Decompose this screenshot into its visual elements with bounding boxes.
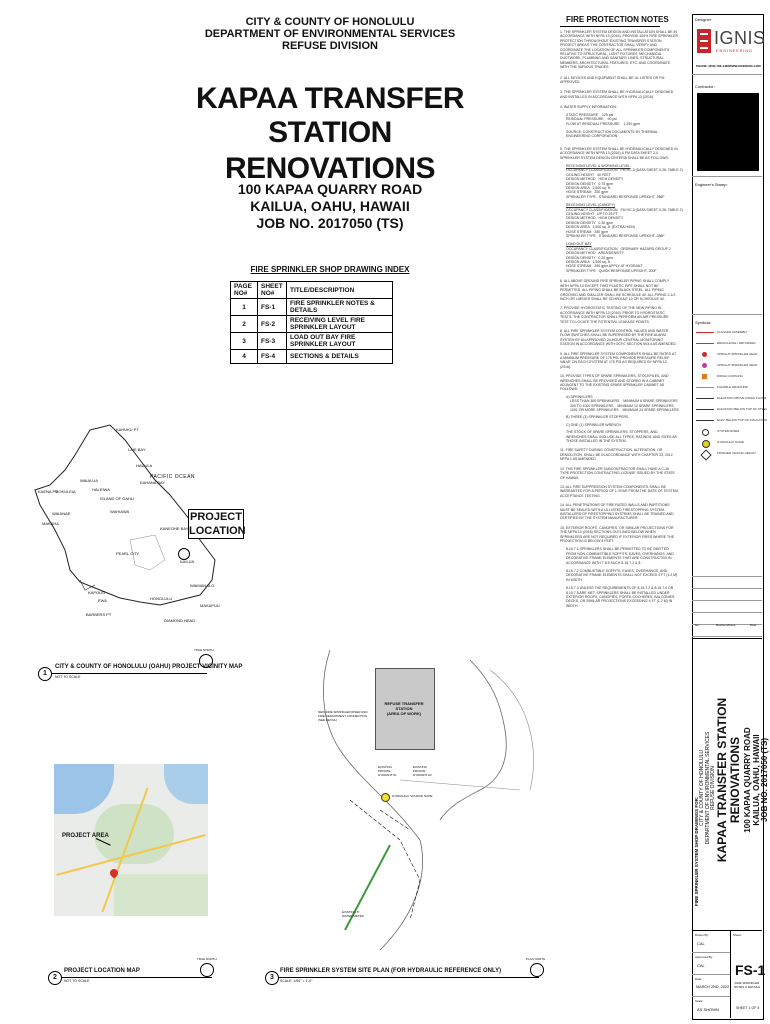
legend-item [696,451,758,459]
note-paragraph: 12. THE FIRE SPRINKLER SUBCONTRACTOR SHALL HAVE A C-16 TYPE PROTECTION CONTRACTING LICENSE ISSUED BY THE STATE OF HAWAII. [560,466,675,480]
water-meter-label: EXISTING 6" WATER METER [342,910,364,918]
note-paragraph: 8. ALL FIRE SPRINKLER SYSTEM CONTROL VALVES AND WATER FLOW SWITCHES SHALL BE SUPERVISED BY THE FIRE ALARM SYSTEM BY AN APPROVED 24-HOUR CENTRAL MONITORING STATION IN ACCORDANCE WITH OCFC SECTION 903.4 AS AMENDED. [560,328,677,347]
place-label: WAIANAE [52,511,71,516]
place-label: HAUULA [136,463,153,468]
pipe-line [400,780,520,790]
symbols-label: Symbols: [695,320,712,325]
water-area [164,764,208,804]
note-paragraph: LESS THAN 300 SPRINKLERS MINIMUM 6 SPARE SPRINKLERS 300 TO 1000 SPRINKLERS MINIMUM 12 SPARE SPRINKLERS 1001 OR MORE SPRINKLERS MINIMUM 24 SPARE SPRINKLERS [570,399,679,413]
location-caption-sub: NOT TO SCALE [64,979,90,983]
index-title: FIRE SPRINKLER SHOP DRAWING INDEX [250,265,410,274]
revision-rule [692,636,762,637]
note-paragraph: 15. EXTERIOR ROOFS, CANOPIES, OR SIMILAR PROJECTIONS FOR THE NFPA 13 (2016) SECTIONS OUTLINED BELOW WHEN SPRINKLERS ARE NOT REQUIRED IF EXTERIOR FIRES WHERE THE PROJECTION IS BELOW 4 FEET: [560,525,675,543]
hydrant-2-label: EXISTING PRIVATE HYDRANT #2 [413,765,432,777]
table-row [231,316,393,333]
note-paragraph: RECEIVING LEVEL & WORKING LEVEL [566,163,631,168]
sprinkler-head-icon [702,352,707,357]
hydrant-1-label: EXISTING PRIVATE HYDRANT #1 [378,765,397,777]
place-label: MAKAHA [42,521,59,526]
north-arrow-icon [200,963,214,977]
approved-by-label: Approved By: [695,955,714,959]
place-label: EWA [98,598,107,603]
title-block-divider [692,74,762,75]
place-label: BARBERS PT [86,612,112,617]
road-edge [490,670,534,790]
building-label-2: (AREA OF WORK) [386,711,422,716]
date-label: Date: [695,977,703,981]
place-label: DIAMOND HEAD [164,618,196,623]
caption-rule [52,673,207,674]
hydraulic-node-label: HYDRAULIC SOURCE NODE [392,794,433,798]
scale-label: Scale: [695,999,704,1003]
sheet-title-big-1: KAPAA TRANSFER STATION [715,697,729,863]
index-header-desc: TITLE/DESCRIPTION [287,282,393,299]
ignis-logo-text: IGNIS [714,28,766,48]
drawn-by-label: Drawn By: [695,933,709,937]
north-arrow-icon [530,963,544,977]
note-paragraph: LOAD OUT BAY [566,242,592,247]
place-label: WAIMANALO [190,583,215,588]
drawing-number-3: 3 [265,971,279,985]
place-label: MOKULEIA [55,489,76,494]
index-sheet: FS-2 [258,316,287,333]
revision-rule [692,588,762,589]
job-number: JOB NO. 2017050 (TS) [256,215,404,231]
index-page: 1 [231,299,258,316]
project-title [160,82,500,186]
project-location-callout [188,509,244,539]
phone-text: PHONE: (808) 738-4486 [696,64,730,68]
notes-title-rule [560,26,660,27]
header-line-3: REFUSE DIVISION [282,40,378,52]
header-block [200,16,460,52]
index-sheet: FS-3 [258,333,287,350]
index-header-row [231,282,393,299]
index-header-page: PAGE NO# [231,282,258,299]
web-text: WWW.IGNISENG.COM [729,64,761,68]
elevation-icon [696,398,714,399]
legend-text: UPRIGHT SPRINKLER HEAD [717,363,758,367]
north-label: TRUE NORTH [197,957,217,961]
sheet-job: JOB NO. 2017050 (TS) [760,737,769,823]
index-table [230,281,393,364]
drawn-by-value: CAL [697,941,705,946]
green-area [114,874,208,916]
legend-text: SYSTEM RISER [717,429,740,433]
legend-text: UPRIGHT SPRINKLER HEAD [717,352,758,356]
note-paragraph: 13. ALL FIRE SUPPRESSION SYSTEM COMPONENTS SHALL BE WARRANTED FOR A PERIOD OF 1-YEAR FROM THE DATE OF SYSTEM ACCEPTANCE TESTING. [560,484,678,498]
note-paragraph: OCCUPANCY CLASSIFICATION FM HC-3 (DATA SHEET 3-26, TABLE 2) CEILING HEIGHT UP TO 25 FT DESIGN METHOD HIGH DENSITY DESIGN DENSITY 0.30 gpm DESIGN AREA 2,500 sq. ft. (EXTRA HIGH) HOSE STREAM 250 gpm SPRINKLER TYPE STANDARD RESPONSE UPRIGHT, 286F [566,207,683,239]
date-value: MARCH 2ND, 2022 [696,985,730,989]
north-label: PLAN NORTH [526,957,546,961]
legend-item [696,352,758,360]
address-line-2: KAILUA, OAHU, HAWAII [250,198,410,214]
legend-text: FLEXIBLE DROP/HDR [717,385,748,389]
legend-item [696,330,758,338]
legend-item [696,407,768,415]
note-paragraph: 6. ALL ABOVE GROUND FIRE SPRINKLER PIPING SHALL COMPLY WITH NFPA 13 EXCEPT THAT PLASTIC PIPE SHALL NOT BE PERMITTED. ALL PIPING SHALL BE BLACK STEEL. ALL PIPING GROOVED AND SMALLER SHALL BE SCHEDULE 40. ALL PIPING 2-1/2 INCH OR LARGER SHALL BE SCHEDULE 10 OR SCHEDULE 40. [560,279,676,301]
legend-text: RIDGE COUPLING [717,374,744,378]
legend-line-icon [696,343,714,344]
place-label: PEARL CITY [116,551,140,556]
ceiling-height-icon [700,449,711,460]
sheet-address-2: KAILUA, OAHU, HAWAII [751,734,761,826]
place-label: KAPOLEI [88,590,106,595]
project-location-line-2: LOCATION [189,525,246,537]
note-paragraph: 2. ALL DEVICES AND EQUIPMENT SHALL BE UL LISTED OR FM APPROVED. [560,75,665,85]
title-block-divider [692,314,762,315]
note-paragraph: 8.15.7.1 SPRINKLERS SHALL BE PERMITTED TO BE OMITTED FROM NON-COMBUSTIBLE SOFFITS, EAVES, OVERHANGS, AND DECORATIVE FRAME ELEMENTS THAT ARE CONSTRUCTED IN ACCORDANCE WITH 7.8.5 SUCH 8.15.7.2 & 8. [566,547,674,565]
contractor-label: Contractor: [695,84,715,89]
engineer-stamp-label: Engineer's Stamp: [695,182,728,187]
note-paragraph: A) SPRINKLERS [566,394,593,399]
building-label-1: REFUSE TRANSFER STATION [384,701,424,711]
legend-text: HYDRAULIC NODE [717,440,744,444]
note-paragraph: RECEIVING LEVEL (CANOPY) [566,203,616,208]
place-label: ISLAND OF OAHU [100,496,134,501]
hydraulic-node-icon [381,793,390,802]
index-page: 4 [231,350,258,364]
approved-by-value: CAL [697,963,705,968]
index-sheet: FS-4 [258,350,287,364]
elevation-icon [696,409,714,410]
note-paragraph: 7. PROVIDE HYDROSTATIC TESTING OF THE NEW PIPING IN ACCORDANCE WITH NFPA 13 (2016). PRIOR TO HYDROSTATIC TESTS, THE CONTRACTOR SHALL PERFORM AN AIR PRESSURE TEST TO LOCATE THE POTENTIAL LEAKAGE POINTS. [560,306,669,324]
building-label [378,701,430,716]
place-label: KANEOHE BAY [160,526,189,531]
designer-label: Designer: [695,17,713,22]
revision-desc-header: Revision/Issue [716,623,736,627]
legend-text: FLANGED ASSEMBLY [717,330,748,334]
project-address [200,181,460,232]
address-line-1: 100 KAPAA QUARRY ROAD [237,181,423,197]
place-label: HALEIWA [92,487,110,492]
drawing-number-1: 1 [38,667,52,681]
note-paragraph: OCCUPANCY CLASSIFICATION ORDINARY HAZARD GROUP 2 DESIGN METHOD AREA/DENSITY DESIGN DENSITY 0.20 gpm DESIGN AREA 1,500 sq. ft. HOSE STREAM 250 gpm APPLY AT HYDRANT SPRINKLER TYPE QUICK RESPONSE UPRIGHT, 200F [566,246,671,273]
revision-no-header: No. [695,623,700,627]
legend-item [696,385,758,393]
note-paragraph: 11. FIRE SAFETY DURING CONSTRUCTION, ALTERATION, OR DEMOLITION, SHALL BE IN ACCORDANCE WITH CHAPTER 33, 2012 NFPA 1 AS AMENDED. [560,448,673,462]
place-label: LAIE BAY [128,447,146,452]
sprinkler-head-icon [702,363,707,368]
legend-text: FINISHED CEILING HEIGHT [717,451,757,455]
elevation-icon [696,420,714,421]
note-paragraph: 4. WATER SUPPLY INFORMATION: [560,105,617,110]
table-row [231,299,393,316]
site-plan-caption: FIRE SPRINKLER SYSTEM SITE PLAN (FOR HYDRAULIC REFERENCE ONLY) [280,968,502,974]
note-paragraph: OCCUPANCY CLASSIFICATION FM HC-3 (DATA SHEET 3-26, TABLE 2) CEILING HEIGHT 40 FEET DESIGN METHOD HIGH DENSITY DESIGN DENSITY 0.70 gpm DESIGN AREA 2,500 sq. ft. HOSE STREAM 250 gpm SPRINKLER TYPE STANDARD RESPONSE UPRIGHT, 286F [566,168,683,199]
legend-item [696,363,758,371]
index-desc: LOAD OUT BAY FIRE SPRINKLER LAYOUT [287,333,393,350]
scale-value: AS SHOWN [697,1007,719,1012]
title-cell-divider [730,930,731,1018]
revision-rule [692,600,762,601]
hydraulic-node-icon [702,440,710,448]
place-label: MAKAPUU [200,603,220,608]
legend-text: ELEV. BELOW TOP OF INSULATION [717,418,768,422]
header-line-2: DEPARTMENT OF ENVIRONMENTAL SERVICES [204,28,456,40]
place-label: KAHANA BAY [140,480,166,485]
legend-item [696,440,758,448]
revision-rule [692,576,762,577]
note-paragraph: 14. ALL PENETRATIONS OF FIRE RATED WALLS AND PARTITIONS MUST BE SEALED WITH A UL LISTED FIRESTOPPING SYSTEM. INSTALLERS OF FIRESTOPPING SYSTEMS SHALL BE TRAINED AND CERTIFIED BY THE SYSTEM MANUFACTURER. [560,503,674,521]
note-paragraph: 9. ALL FIRE SPRINKLER SYSTEM COMPONENTS SHALL BE RATED AT A MINIMUM PRESSURE OF 175 PSI. PROVIDE PRESSURE RELIEF VALVE ON EACH SYSTEM AT 175 PSI AS REQUIRED BY NFPA 13 (2016). [560,351,677,369]
title-cell-rule [692,996,730,997]
notes-title: FIRE PROTECTION NOTES [566,15,669,24]
note-paragraph: 8.15.7.2 COMBUSTIBLE SOFFITS, EAVES, OVERHANGS, AND DECORATIVE FRAME ELEMENTS SHALL NOT EXCEED 4 FT (1.2 M) IN WIDTH. [566,569,678,582]
ignis-logo-icon [697,29,711,53]
index-page: 2 [231,316,258,333]
legend-text: ELEVATION BELOW TOP OF STEEL [717,407,768,411]
water-area [54,764,114,814]
note-paragraph: 8.15.7.3 UNLESS THE REQUIREMENTS OF 8.15.7.2 & 8.15.7.4 OR 8.15.7.5 ARE MET, SPRINKLERS SHALL BE INSTALLED UNDER EXTERIOR ROOFS, CANOPIES, PORTE-COCHERES, BALCONIES, DECKS, OR SIMILAR PROJECTIONS EXCEEDING 4 FT (1.2 M) IN WIDTH. [566,586,676,608]
sprinkler-riser-callout: NEW FIRE SPRINKLER RISER AND FIRE DEPARTMENT CONNECTION (SEE DETAIL) [318,710,368,722]
sheet-title-small-3: DEPARTMENT OF ENVIRONMENTAL SERVICES [704,731,711,845]
note-paragraph: B) THREE (3) SPRINKLER STOPPERS [566,415,629,420]
place-label: WAHIAWA [110,509,130,514]
road-edge [440,660,506,820]
riser-icon [702,429,709,436]
project-title-line-2: RENOVATIONS [224,152,436,185]
notes-body [560,30,683,710]
note-paragraph: 1. THE SPRINKLER SYSTEM DESIGN AND INSTALLATION SHALL BE IN ACCORDANCE WITH NFPA 13 (2016). PROVIDE 100% FIRE SPRINKLER PROTECTION THROUGHOUT EXISTING TRANSFER STATION PROJECT AREAS. THE CONTRACTOR SHALL VERIFY AND COORDINATE THE LOCATION OF ALL SPRINKLER COMPONENTS RELATIVE TO STRUCTURAL, LIGHT FIXTURES, MECHANICAL DUCTWORK, PLUMBING AND SANITARY LINES, STRUCTURAL MEMBERS, ARCHITECTURAL FEATURES, ETC. AND COORDINATE WITH THE VARIOUS TRADES. [560,30,678,70]
note-paragraph: 5. THE SPRINKLER SYSTEM SHALL BE HYDRAULICALLY DESIGNED IN ACCORDANCE WITH NFPA 13 (2016) & FM DATA SHEET 2-0. SPRINKLER SYSTEM DESIGN CRITERIA SHALL BE AS FOLLOWS: [560,146,678,160]
place-label: KAHUKU PT [116,427,139,432]
place-label: KAENA PT [38,489,58,494]
place-label: WAIALUA [80,478,98,483]
place-label: KAILUA [180,559,195,564]
location-caption: PROJECT LOCATION MAP [64,968,140,974]
project-area-label: PROJECT AREA [62,833,109,839]
note-paragraph: C) ONE (1) SPRINKLER WRENCH [566,422,622,427]
vicinity-caption-sub: NOT TO SCALE [55,675,81,679]
site-plan-caption-sub: SCALE: 1/64" = 1'-0" [280,979,313,983]
legend-text: BRANCHLINE / RETURNED [717,341,756,345]
drawing-number-2: 2 [48,971,62,985]
legend-item [696,341,758,349]
sheet-label: Sheet: [733,933,742,937]
project-location-line-1: PROJECT [190,511,242,523]
north-label: TRUE NORTH [194,648,214,652]
title-block-divider [692,176,762,177]
table-row [231,333,393,350]
sheet-address-block [744,690,770,870]
legend-item [696,374,758,382]
water-line [380,810,410,830]
legend-text: ELEVATION ABOVE FINISH FLOOR [717,396,767,400]
flex-drop-icon [696,387,714,388]
revision-date-header: Date [750,623,757,627]
header-line-1: CITY & COUNTY OF HONOLULU [245,16,415,28]
ignis-logo-sub: ENGINEERING [716,48,753,53]
caption-rule [62,977,212,978]
revision-rule [692,612,762,613]
sheet-title-big [716,655,742,905]
index-desc: FIRE SPRINKLER NOTES & DETAILS [287,299,393,316]
sheet-number: FS-1 [735,962,766,978]
contractor-redaction [697,93,759,171]
note-paragraph: 3. THE SPRINKLER SYSTEM SHALL BE HYDRAULICALLY DESIGNED AND INSTALLED IN ACCORDANCE WITH NFPA 13 (2016). [560,90,674,99]
location-map [54,764,208,916]
caption-rule [279,977,539,978]
legend-item [696,429,758,437]
project-location-marker [178,548,190,560]
index-sheet: FS-1 [258,299,287,316]
ocean-label: PACIFIC OCEAN [150,474,196,480]
sheet-title-small-2: CITY & COUNTY OF HONOLULU [699,750,705,826]
sheet-title-small-1: FIRE SPRINKLER SYSTEM SHOP DRAWINGS FOR: [694,796,699,906]
index-page: 3 [231,333,258,350]
sheet-title-big-2: RENOVATIONS [728,736,742,824]
coupling-icon [702,374,707,379]
sheet-title-small-4: REFUSE DIVISION [710,766,716,810]
note-paragraph: SOURCE: CONSTRUCTION DOCUMENTS BY THERMAL ENGINEERING CORPORATION [566,129,658,139]
index-desc: RECEIVING LEVEL FIRE SPRINKLER LAYOUT [287,316,393,333]
legend-item [696,418,768,426]
sheet-address-1: 100 KAPAA QUARRY ROAD [743,727,752,833]
legend-item [696,396,767,404]
place-label: HONOLULU [150,596,173,601]
title-cell-rule [692,952,730,953]
title-cell-rule [692,974,730,975]
sheet-number-sub: FIRE SPRINKLER NOTES & DETAILS [733,981,761,989]
table-row [231,350,393,364]
index-desc: SECTIONS & DETAILS [287,350,393,364]
sheet-of: SHEET 1 OF 4 [736,1006,760,1010]
note-paragraph: 10. PROVIDE TYPES OF SPARE SPRINKLERS, STOCKPILES, AND WRENCHES SHALL BE PROVIDED AND STORED IN A CABINET ADJACENT TO THE EXISTING SPARE SPRINKLER CABINET AS FOLLOWS: [560,374,669,392]
index-header-sheet: SHEET NO# [258,282,287,299]
note-paragraph: STATIC PRESSURE 125 psi RESIDUAL PRESSURE 90 psi FLOW AT RESIDUAL PRESSURE 1,250 gpm [566,112,641,126]
note-paragraph: THE STOCK OF SPARE SPRINKLERS, STOPPERS, AND WRENCHES SHALL INCLUDE ALL TYPES, RATINGS, AND SIZES AS THOSE INSTALLED IN THE SYSTEM. [566,430,677,444]
project-title-line-1: KAPAA TRANSFER STATION [196,82,464,149]
vicinity-caption: CITY & COUNTY OF HONOLULU (OAHU) PROJECT VICINITY MAP [55,664,243,670]
north-arrow-icon [199,654,213,668]
legend-line-icon [696,332,714,333]
